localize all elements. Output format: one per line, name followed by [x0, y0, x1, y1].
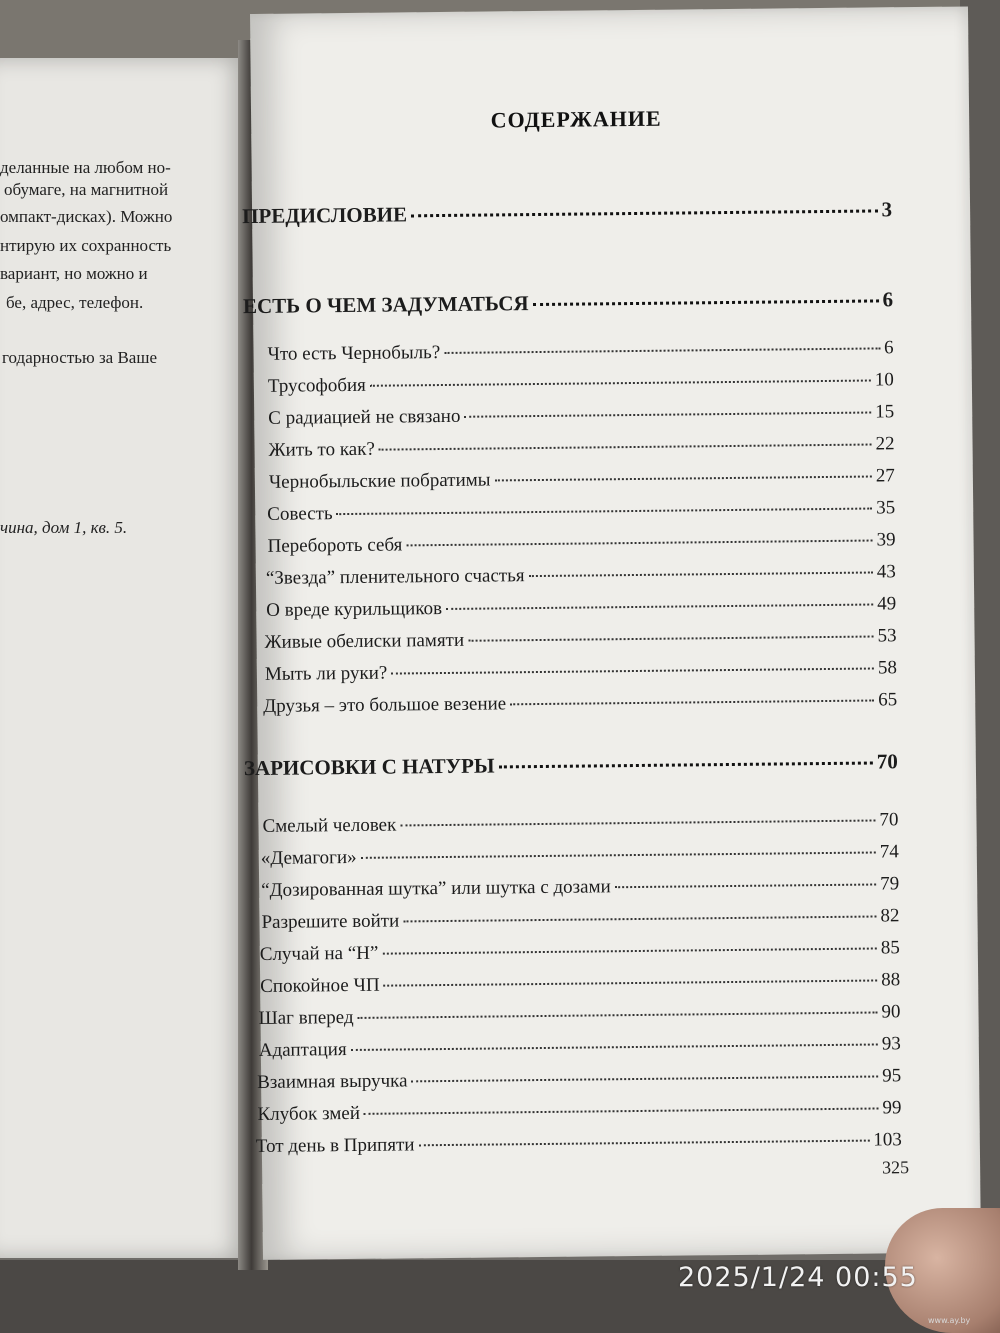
toc-leader-dots: [468, 636, 873, 642]
toc-leader-dots: [364, 1107, 879, 1114]
toc-title: Перебороть себя: [267, 534, 403, 557]
toc-title: Чернобыльские побратимы: [268, 469, 491, 493]
toc-title: Совесть: [267, 503, 333, 525]
toc-leader-dots: [403, 915, 876, 922]
toc-title: Друзья – это большое везение: [263, 693, 507, 717]
toc-title: Спокойное ЧП: [260, 974, 380, 997]
toc-entry: [260, 937, 900, 966]
toc-page: 10: [874, 369, 894, 391]
toc-page: 85: [880, 937, 900, 959]
toc-page: 65: [878, 689, 898, 711]
toc-page: 95: [882, 1065, 902, 1087]
toc-page: 74: [879, 841, 899, 863]
left-page: [0, 58, 252, 1258]
toc-page: 79: [880, 873, 900, 895]
toc-leader-dots: [384, 979, 878, 986]
toc-page: 93: [881, 1033, 901, 1055]
toc-title: ЗАРИСОВКИ С НАТУРЫ: [243, 753, 495, 781]
toc-title: Мыть ли руки?: [264, 662, 388, 685]
toc-page: 27: [875, 465, 895, 487]
toc-title: С радиацией не связано: [268, 405, 461, 429]
toc-page: 103: [873, 1129, 902, 1151]
page-number: 325: [882, 1157, 910, 1178]
toc-leader-dots: [337, 508, 873, 516]
right-page: [241, 6, 981, 1259]
toc-entry: [261, 841, 899, 870]
toc-leader-dots: [499, 762, 873, 769]
toc-entry: [261, 873, 899, 902]
toc-page: 6: [883, 337, 894, 359]
toc-title: Смелый человек: [262, 814, 397, 837]
toc-title: Тот день в Припяти: [255, 1134, 415, 1158]
toc-entry: [266, 593, 896, 622]
toc-title: Взаимная выручка: [257, 1070, 408, 1093]
toc-page: 70: [876, 749, 898, 774]
left-page-line: деланные на любом но-: [0, 158, 171, 177]
toc-leader-dots: [615, 883, 876, 888]
toc-page: 99: [882, 1097, 902, 1119]
toc-leader-dots: [464, 412, 871, 418]
toc-entry: [261, 905, 899, 934]
toc-leader-dots: [411, 209, 878, 217]
toc-entry: [257, 1097, 901, 1126]
toc-leader-dots: [361, 851, 876, 858]
toc-entry: [264, 625, 896, 654]
toc-page: 88: [881, 969, 901, 991]
toc-entry: [256, 1129, 902, 1158]
toc-page: 3: [881, 197, 893, 222]
toc-entry: [263, 689, 897, 718]
toc-leader-dots: [533, 299, 879, 306]
toc-title: Трусофобия: [267, 374, 366, 397]
toc-title: ЕСТЬ О ЧЕМ ЗАДУМАТЬСЯ: [242, 291, 529, 319]
toc-leader-dots: [444, 347, 880, 354]
toc-entry: [267, 337, 893, 366]
left-page-line: вариант, но можно и: [0, 264, 148, 283]
toc-leader-dots: [419, 1140, 870, 1147]
toc-page: 6: [882, 287, 894, 312]
toc-leader-dots: [391, 668, 874, 675]
left-page-line: нтирую их сохранность: [0, 236, 172, 255]
toc-page: 58: [877, 657, 897, 679]
toc-title: Клубок змей: [257, 1102, 361, 1125]
toc-leader-dots: [510, 700, 874, 706]
toc-entry: [260, 969, 900, 998]
toc-title: Что есть Чернобыль?: [267, 342, 441, 365]
toc-leader-dots: [370, 380, 871, 387]
toc-entry: [262, 809, 898, 838]
toc-leader-dots: [529, 572, 873, 578]
toc-page: 15: [875, 401, 895, 423]
timestamp: 2025/1/24 00:55: [678, 1262, 918, 1293]
toc-page: 53: [877, 625, 897, 647]
toc-leader-dots: [494, 476, 871, 482]
toc-leader-dots: [358, 1011, 878, 1018]
toc-title: О вреде курильщиков: [266, 598, 443, 621]
toc-section: [242, 197, 892, 229]
toc-page: 43: [876, 561, 896, 583]
left-page-line: бе, адрес, телефон.: [6, 293, 144, 312]
toc-page: 82: [880, 905, 900, 927]
toc-page: 39: [876, 529, 896, 551]
toc-entry: [268, 401, 894, 430]
toc-title: “Дозированная шутка” или шутка с дозами: [261, 876, 611, 901]
toc-leader-dots: [400, 819, 875, 826]
toc-title: Живые обелиски памяти: [264, 629, 465, 653]
toc-leader-dots: [351, 1043, 878, 1051]
toc-page: 35: [876, 497, 896, 519]
toc-page: 49: [877, 593, 897, 615]
toc-title: ПРЕДИСЛОВИЕ: [241, 202, 408, 229]
toc-title: «Демагоги»: [260, 846, 357, 869]
toc-title: Случай на “Н”: [259, 942, 379, 965]
page-title: СОДЕРЖАНИЕ: [490, 105, 662, 133]
toc-leader-dots: [382, 947, 876, 954]
toc-entry: [258, 1001, 900, 1030]
left-page-line: обумаге, на магнитной: [4, 180, 169, 199]
toc-title: “Звезда” пленительного счастья: [265, 565, 525, 589]
toc-leader-dots: [379, 444, 872, 451]
toc-leader-dots: [406, 540, 872, 547]
toc-entry: [257, 1065, 901, 1094]
toc-title: Разрешите войти: [261, 910, 400, 933]
toc-entry: [268, 433, 894, 462]
toc-entry: [269, 465, 895, 494]
toc-section: [244, 749, 898, 781]
toc-entry: [267, 497, 895, 526]
watermark: www.ay.by: [928, 1316, 971, 1325]
toc-entry: [268, 369, 894, 398]
left-page-line: чина, дом 1, кв. 5.: [0, 518, 128, 537]
toc-entry: [266, 561, 896, 590]
toc-title: Жить то как?: [268, 438, 375, 461]
left-page-line: омпакт-дисках). Можно: [0, 207, 173, 226]
toc-entry: [267, 529, 895, 558]
toc-page: 22: [875, 433, 895, 455]
toc-title: Шаг вперед: [258, 1006, 354, 1029]
toc-section: [243, 287, 893, 319]
toc-entry: [259, 1033, 901, 1062]
toc-entry: [265, 657, 897, 686]
toc-leader-dots: [446, 604, 873, 610]
toc-title: Адаптация: [258, 1039, 347, 1061]
toc-leader-dots: [411, 1075, 878, 1082]
toc-page: 70: [879, 809, 899, 831]
left-page-line: годарностью за Ваше: [2, 348, 157, 367]
toc-page: 90: [881, 1001, 901, 1023]
